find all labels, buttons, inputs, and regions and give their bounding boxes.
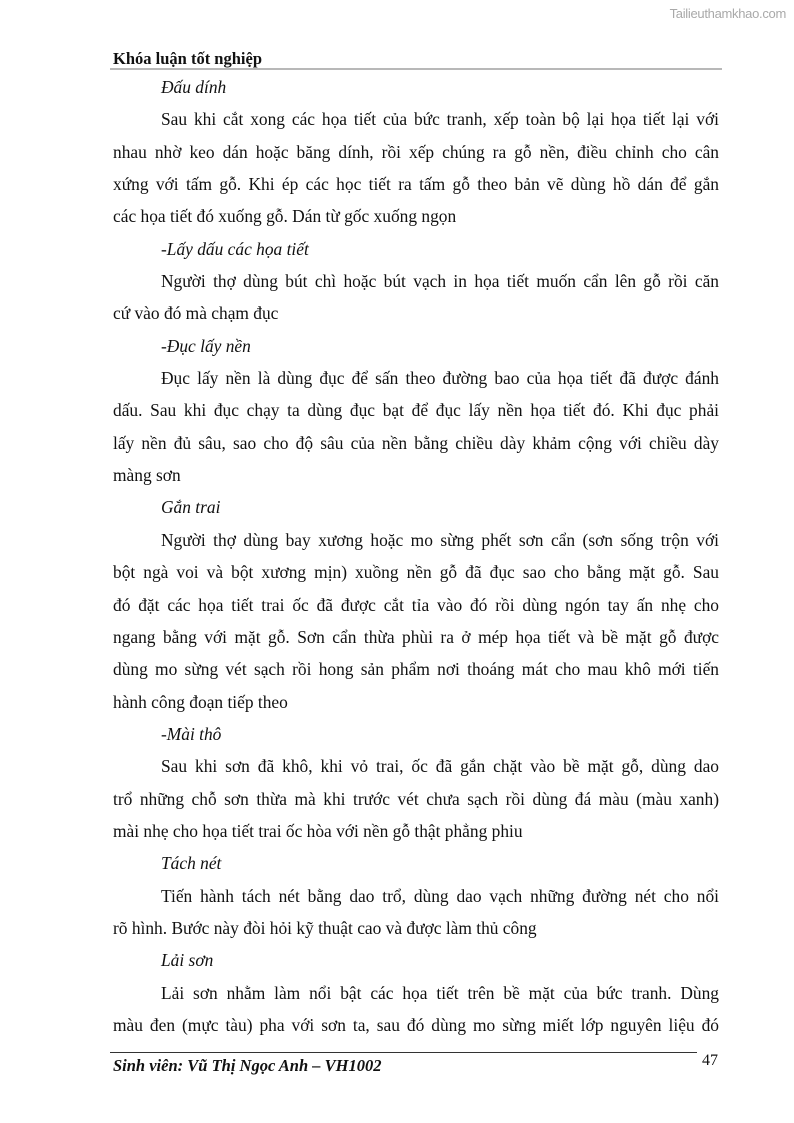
section bbox=[113, 847, 719, 944]
text-line: mài nhẹ cho họa tiết trai ốc hòa với nền gỗ thật phẳng phiu bbox=[113, 820, 523, 841]
text-line: Người thợ dùng bút chì hoặc bút vạch in họa tiết muốn cẩn lên gỗ rồi căn bbox=[161, 271, 719, 292]
text-line: cứ vào đó mà chạm đục bbox=[113, 303, 279, 324]
section-heading: -Mài thô bbox=[161, 723, 222, 744]
section-heading: Tách nét bbox=[161, 853, 222, 874]
section-heading: Lải sơn bbox=[161, 950, 214, 971]
paragraph bbox=[113, 103, 719, 232]
text-line: dùng mo sừng vét sạch rồi hong sản phẩm nơi thoáng mát cho mau khô mới tiến bbox=[113, 659, 719, 680]
section bbox=[113, 233, 719, 330]
text-line: xứng với tấm gỗ. Khi ép các học tiết ra tấm gỗ theo bản vẽ dùng hồ dán để gắn bbox=[113, 174, 719, 195]
text-line: nhau nhờ keo dán hoặc băng dính, rồi xếp chúng ra gỗ nền, điều chỉnh cho cân bbox=[113, 141, 719, 162]
paragraph bbox=[113, 750, 719, 847]
text-line: trổ những chỗ sơn thừa mà khi trước vét chưa sạch rồi dùng đá màu (màu xanh) bbox=[113, 788, 719, 809]
text-line: Sau khi sơn đã khô, khi vỏ trai, ốc đã gắn chặt vào bề mặt gỗ, dùng dao bbox=[161, 756, 719, 777]
section-heading: Gắn trai bbox=[161, 497, 221, 518]
document-body bbox=[113, 71, 719, 1041]
section bbox=[113, 491, 719, 717]
footer-divider bbox=[110, 1052, 697, 1053]
section bbox=[113, 330, 719, 492]
paragraph bbox=[113, 880, 719, 945]
text-line: Sau khi cắt xong các họa tiết của bức tranh, xếp toàn bộ lại họa tiết lại với bbox=[161, 109, 719, 130]
section bbox=[113, 718, 719, 847]
text-line: đó đặt các họa tiết trai ốc đã được cắt tỉa vào đó rồi dùng ngón tay ấn nhẹ cho bbox=[113, 594, 719, 615]
footer-student: Sinh viên: Vũ Thị Ngọc Anh – VH1002 bbox=[113, 1056, 382, 1075]
text-line: màu đen (mực tàu) pha với sơn ta, sau đó dùng mo sừng miết lớp nguyên liệu đó bbox=[113, 1014, 719, 1035]
section-heading: -Lấy dấu các họa tiết bbox=[161, 238, 309, 259]
header-title: Khóa luận tốt nghiệp bbox=[113, 49, 262, 68]
section-heading: -Đục lấy nền bbox=[161, 335, 251, 356]
section bbox=[113, 944, 719, 1041]
text-line: dấu. Sau khi đục chạy ta dùng đục bạt để đục lấy nền họa tiết đó. Khi đục phải bbox=[113, 400, 719, 421]
text-line: Tiến hành tách nét bằng dao trổ, dùng dao vạch những đường nét cho nổi bbox=[161, 885, 719, 906]
paragraph bbox=[113, 977, 719, 1042]
text-line: Lải sơn nhằm làm nổi bật các họa tiết trên bề mặt của bức tranh. Dùng bbox=[161, 982, 719, 1003]
paragraph bbox=[113, 362, 719, 491]
text-line: các họa tiết đó xuống gỗ. Dán từ gốc xuống ngọn bbox=[113, 206, 457, 227]
section bbox=[113, 71, 719, 233]
text-line: hành công đoạn tiếp theo bbox=[113, 691, 288, 712]
text-line: Đục lấy nền là dùng đục để sấn theo đường bao của họa tiết đã được đánh bbox=[161, 368, 719, 389]
paragraph bbox=[113, 524, 719, 718]
watermark: Tailieuthamkhao.com bbox=[669, 6, 786, 21]
text-line: rõ hình. Bước này đòi hỏi kỹ thuật cao và được làm thủ công bbox=[113, 917, 537, 938]
text-line: ngang bằng với mặt gỗ. Sơn cẩn thừa phùi ra ở mép họa tiết và bề mặt gỗ được bbox=[113, 626, 719, 647]
text-line: Người thợ dùng bay xương hoặc mo sừng phết sơn cẩn (sơn sống trộn với bbox=[161, 529, 719, 550]
paragraph bbox=[113, 265, 719, 330]
text-line: lấy nền đủ sâu, sao cho độ sâu của nền bằng chiều dày khảm cộng với chiều dày bbox=[113, 432, 719, 453]
text-line: màng sơn bbox=[113, 465, 181, 486]
header-divider bbox=[110, 68, 722, 70]
text-line: bột ngà voi và bột xương mịn) xuồng nền gỗ đã đục sao cho bằng mặt gỗ. Sau bbox=[113, 562, 719, 583]
page-number: 47 bbox=[702, 1052, 718, 1069]
section-heading: Đấu dính bbox=[161, 77, 227, 97]
